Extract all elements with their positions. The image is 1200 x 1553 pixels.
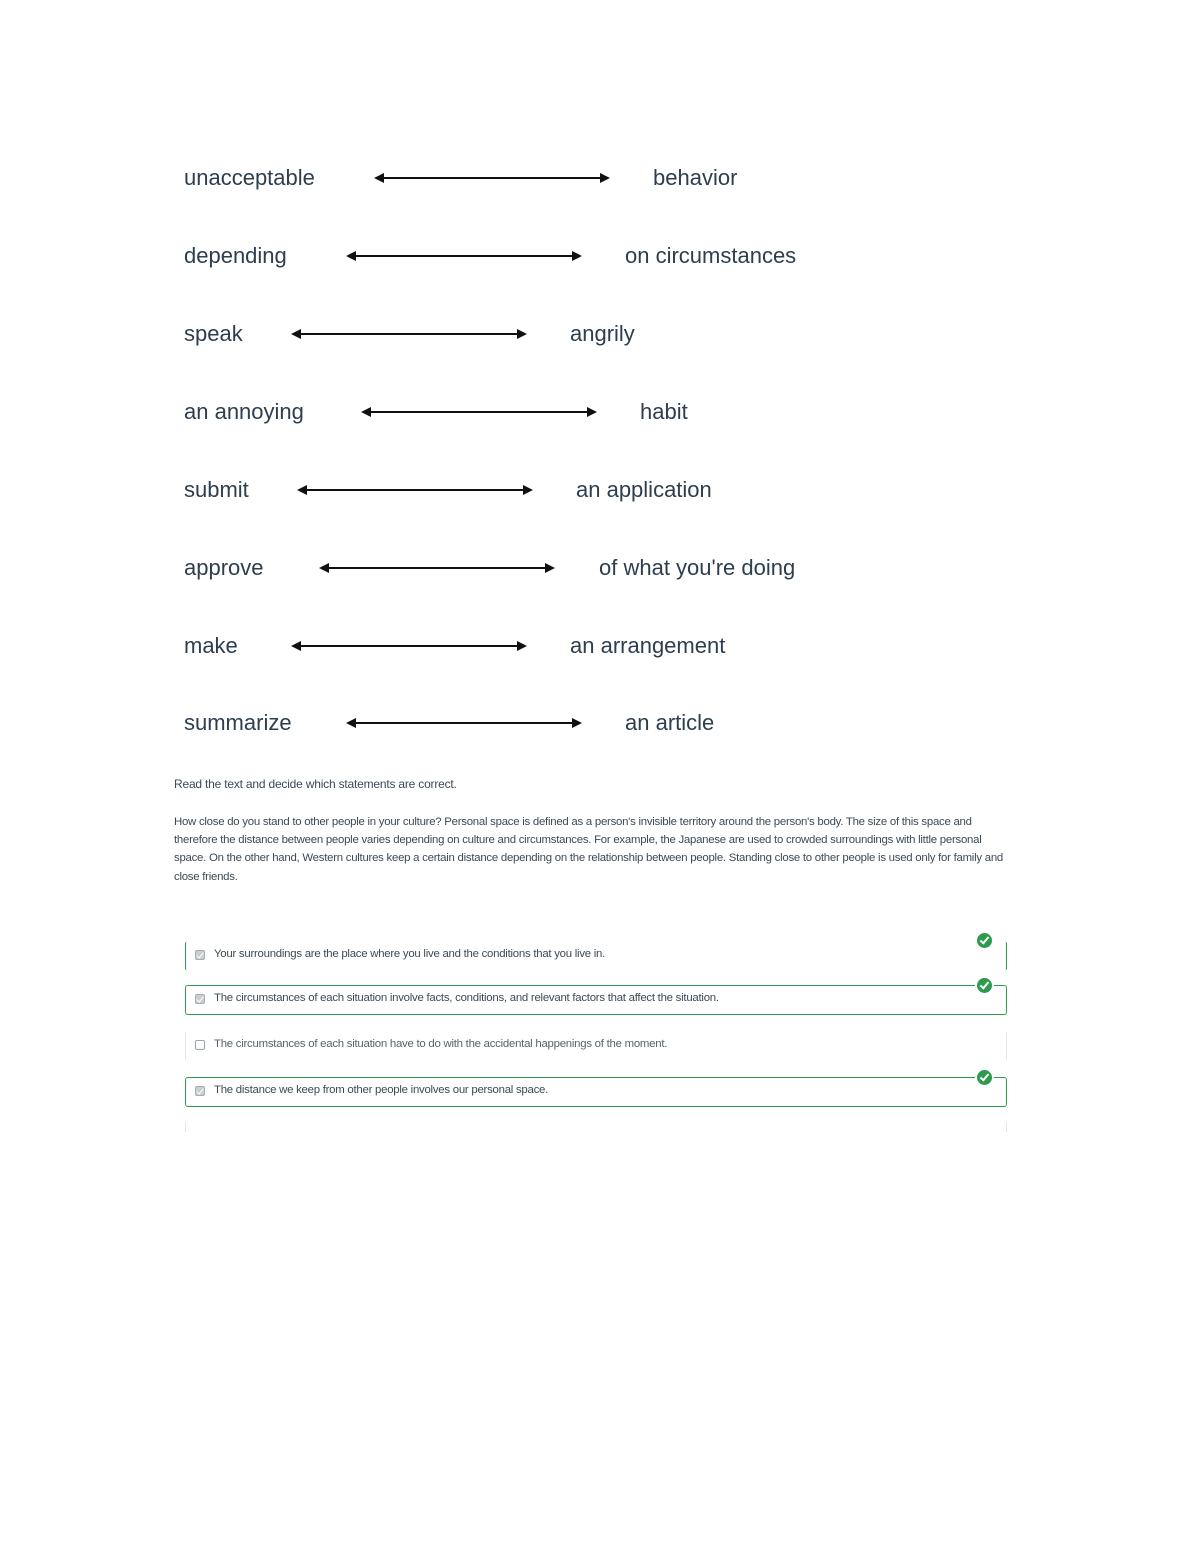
collocation-pair <box>0 236 1200 276</box>
check-circle-icon <box>975 1068 994 1087</box>
double-headed-arrow-icon <box>346 716 582 730</box>
collocation-right: behavior <box>653 165 738 190</box>
collocation-pair <box>0 703 1200 743</box>
collocation-right: an arrangement <box>570 633 726 658</box>
checkbox-icon[interactable] <box>195 1086 205 1096</box>
answer-option-text: The circumstances of each situation involve facts, conditions, and relevant factors that affect the situation. <box>214 992 719 1004</box>
checkbox-icon[interactable] <box>195 994 205 1004</box>
answer-option[interactable] <box>185 941 1007 971</box>
collocation-right: habit <box>640 399 688 424</box>
collocation-left: unacceptable <box>184 165 315 190</box>
collocation-left: make <box>184 633 238 658</box>
double-headed-arrow-icon <box>291 327 527 341</box>
collocation-pair <box>0 158 1200 198</box>
collocation-left: submit <box>184 477 249 502</box>
answer-option[interactable] <box>185 985 1007 1015</box>
collocation-left: speak <box>184 321 243 346</box>
collocation-pair <box>0 392 1200 432</box>
collocation-right: on circumstances <box>625 243 797 268</box>
check-circle-icon <box>975 976 994 995</box>
double-headed-arrow-icon <box>297 483 533 497</box>
reading-passage: How close do you stand to other people in your culture? Personal space is defined as a person's invisible territory around the person's body. The size of this space and therefore the distance between people varies depending on culture and circumstances. For example, the Japanese are used to crowded surroundings with little personal space. On the other hand, Western cultures keep a certain distance depending on the relationship between people. Standing close to other people is used only for family and close friends. <box>174 816 1003 883</box>
collocation-pair <box>0 314 1200 354</box>
checkbox-icon[interactable] <box>195 950 205 960</box>
collocation-left: summarize <box>184 710 292 735</box>
next-option-edge <box>185 1122 1007 1132</box>
answer-option[interactable] <box>185 1077 1007 1107</box>
double-headed-arrow-icon <box>319 561 555 575</box>
answer-option-text: The circumstances of each situation have to do with the accidental happenings of the moment. <box>214 1038 668 1050</box>
check-circle-icon <box>975 931 994 950</box>
collocation-left: an annoying <box>184 399 304 424</box>
collocation-left: approve <box>184 555 264 580</box>
exercise-instructions: Read the text and decide which statements are correct. <box>174 777 457 791</box>
checkbox-icon[interactable] <box>195 1040 205 1050</box>
collocation-pair <box>0 626 1200 666</box>
collocation-pair <box>0 470 1200 510</box>
collocation-right: an application <box>576 477 712 502</box>
answer-option-text: Your surroundings are the place where you live and the conditions that you live in. <box>214 948 606 960</box>
collocation-left: depending <box>184 243 287 268</box>
double-headed-arrow-icon <box>291 639 527 653</box>
double-headed-arrow-icon <box>346 249 582 263</box>
double-headed-arrow-icon <box>361 405 597 419</box>
double-headed-arrow-icon <box>374 171 610 185</box>
collocation-right: angrily <box>570 321 635 346</box>
collocation-right: an article <box>625 710 715 735</box>
answer-option-text: The distance we keep from other people involves our personal space. <box>214 1084 549 1096</box>
collocation-pair <box>0 548 1200 588</box>
answer-option[interactable] <box>185 1031 1007 1061</box>
collocation-right: of what you're doing <box>599 555 796 580</box>
